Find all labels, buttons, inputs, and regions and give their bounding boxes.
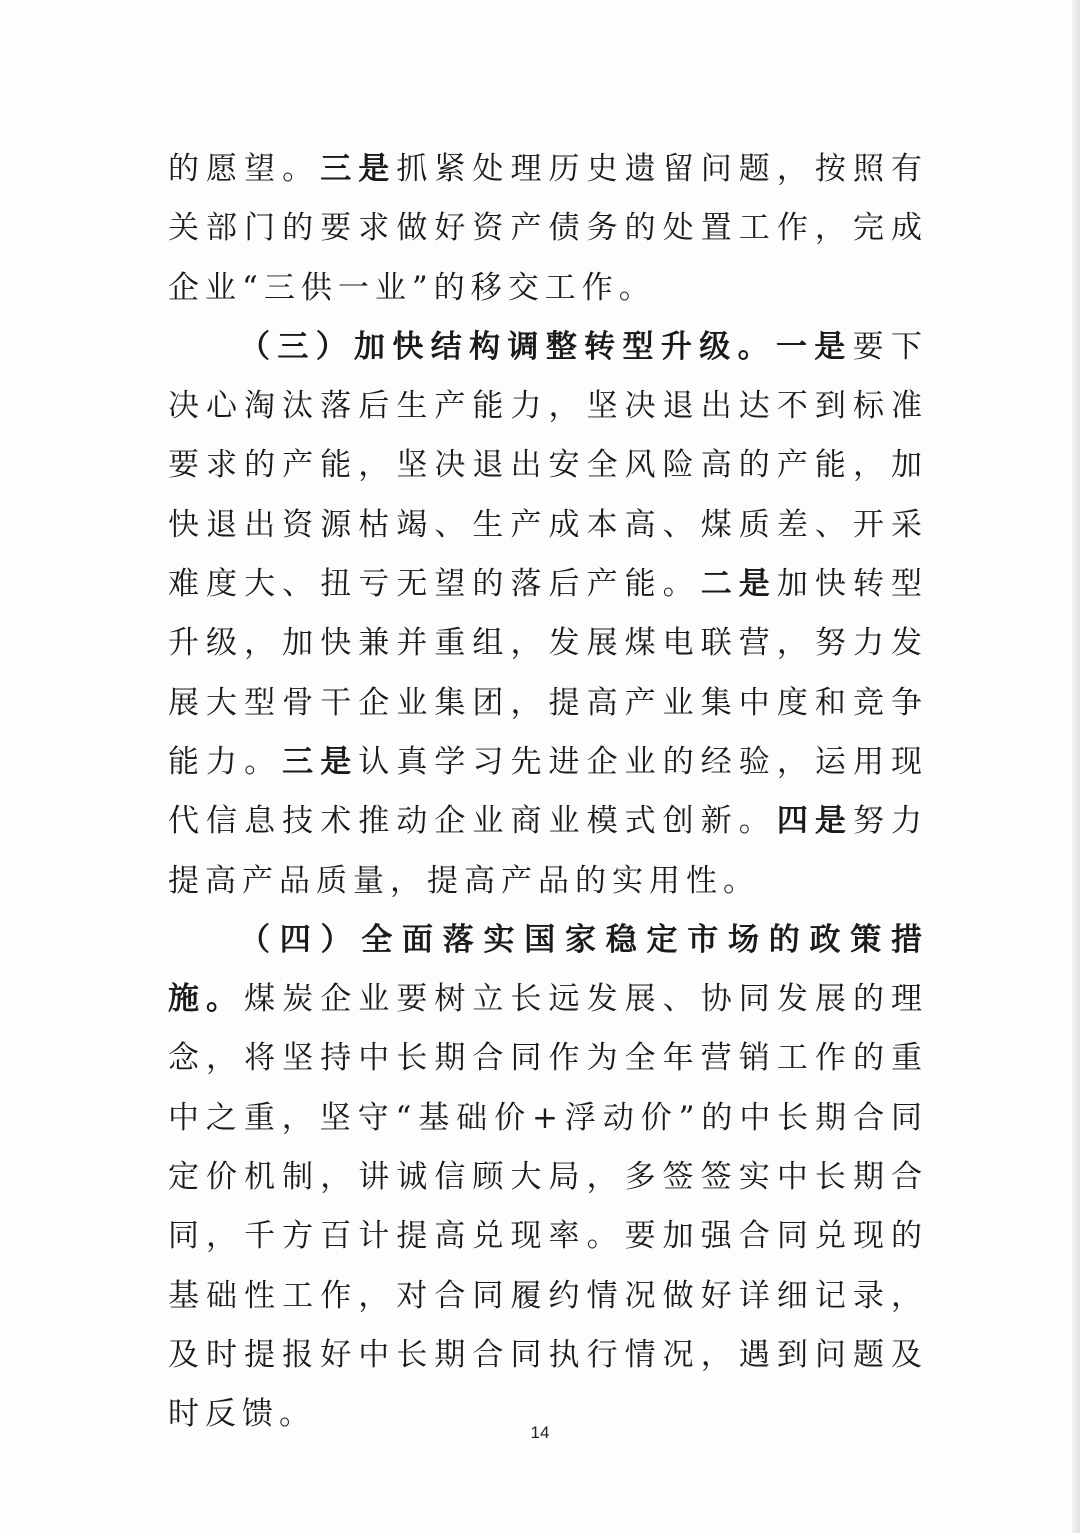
emphasis-segment: 三是 [320, 151, 397, 187]
emphasis-segment: 四是 [776, 803, 853, 840]
emphasis-segment: 一是 [775, 328, 853, 365]
paragraph-1 [168, 140, 928, 318]
text-segment: 认真学习先进企业的经验，运用现代信息技术推动企业商业模式创新。 [168, 743, 929, 840]
text-segment: 努力提高产品质量，提高产品的实用性。 [168, 803, 929, 899]
text-segment: 的愿望。 [168, 151, 321, 187]
text-segment: 抓紧处理历史遗留问题，按照有关部门的要求做好资产债务的处置工作，完成企业“三供一业”的移交工作。 [168, 151, 929, 306]
page-number: 14 [530, 1423, 550, 1442]
emphasis-segment: 二是 [700, 566, 777, 603]
paragraph-3 [168, 911, 928, 1445]
paragraph-2 [168, 318, 928, 911]
section-heading: （三）加快结构调整转型升级。 [239, 328, 776, 365]
text-segment: 要下决心淘汰落后生产能力，坚决退出达不到标准要求的产能，坚决退出安全风险高的产能，加快退出资源枯竭、生产成本高、煤质差、开采难度大、扭亏无望的落后产能。 [168, 328, 929, 603]
text-segment: 加快转型升级，加快兼并重组，发展煤电联营，努力发展大型骨干企业集团，提高产业集中度和竞争能力。 [168, 566, 929, 780]
text-segment: 煤炭企业要树立长远发展、协同发展的理念，将坚持中长期合同作为全年营销工作的重中之重，坚守“基础价+浮动价”的中长期合同定价机制，讲诚信顾大局，多签签实中长期合同，千方百计提高兑现率。要加强合同兑现的基础性工作，对合同履约情况做好详细记录，及时提报好中长期合同执行情况，遇到问题及时反馈。 [168, 981, 929, 1433]
emphasis-segment: 三是 [282, 743, 359, 780]
document-body [168, 140, 928, 1445]
section-heading: （四）全面落实国家稳定市场的政策措施。 [168, 921, 928, 1018]
page-edge-shadow [1072, 0, 1080, 1533]
